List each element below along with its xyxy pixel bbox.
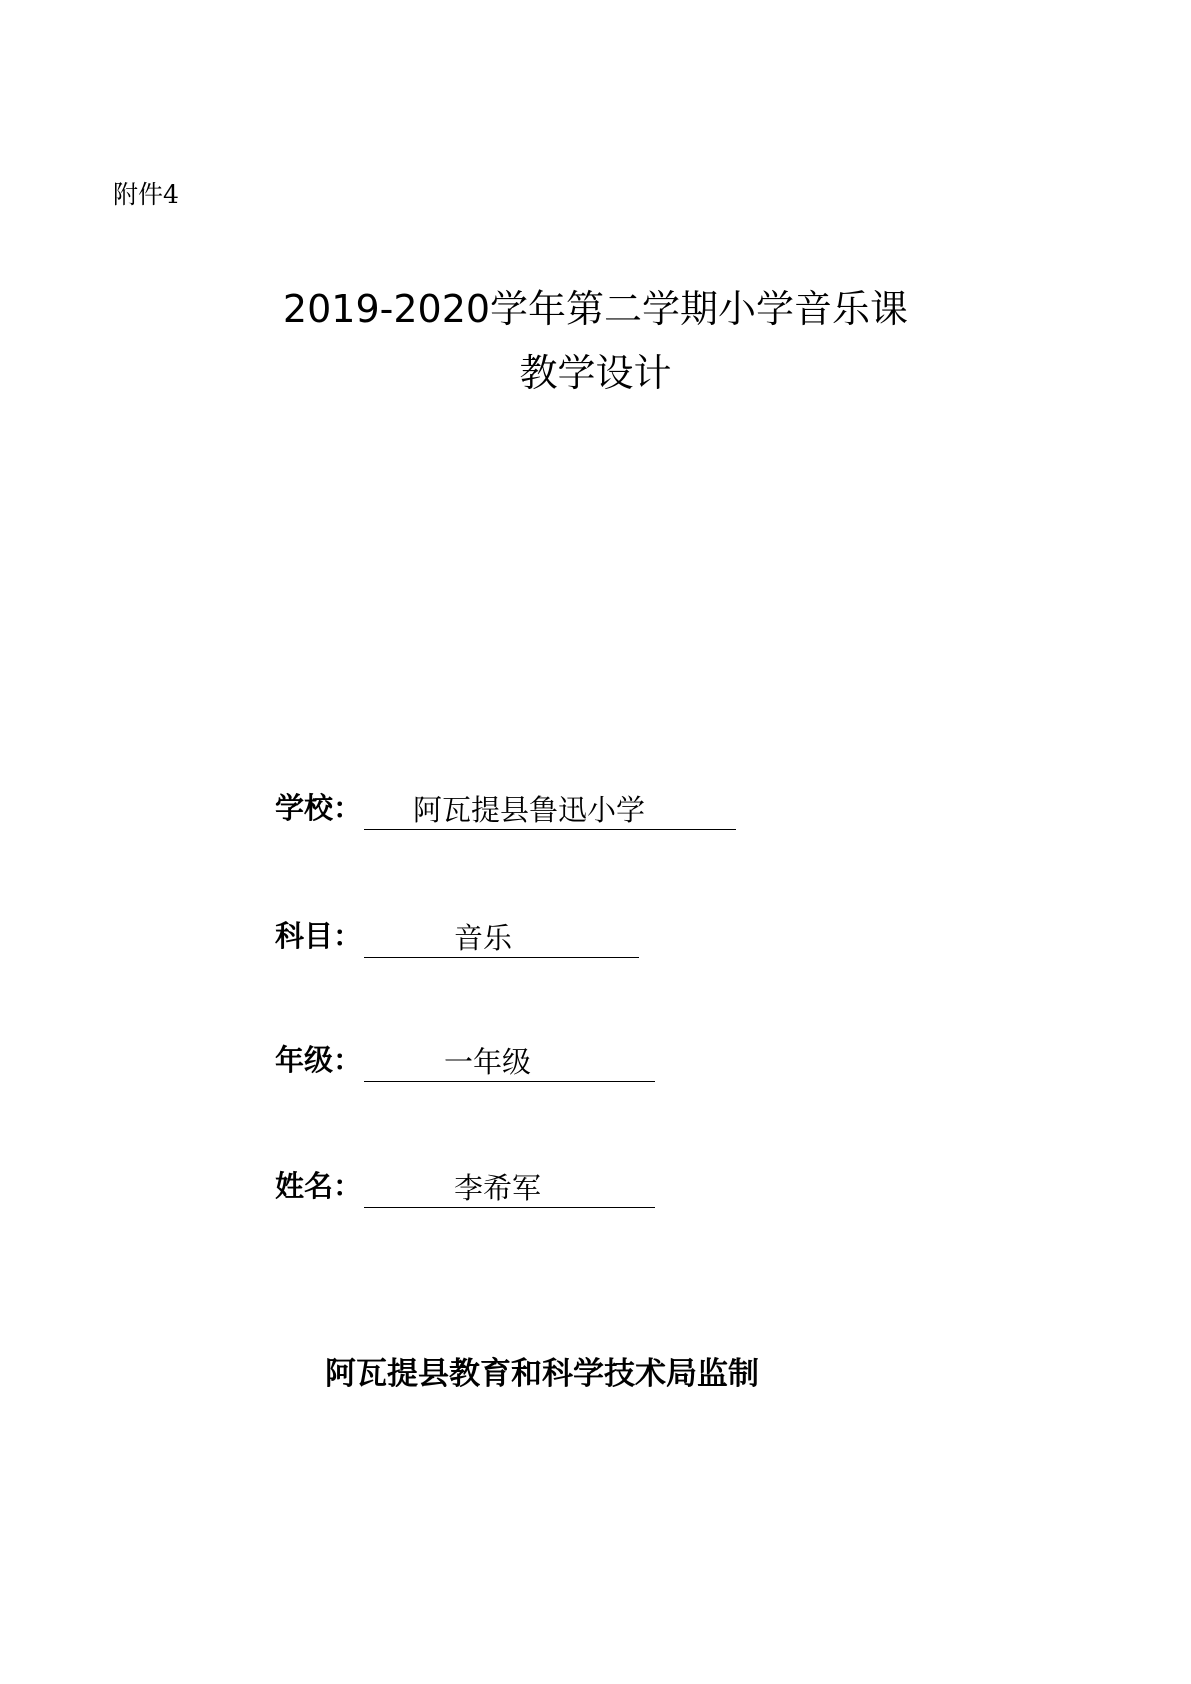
name-value: 李希军 xyxy=(454,1171,542,1205)
issuer-footer: 阿瓦提县教育和科学技术局监制 xyxy=(325,1356,759,1392)
school-label: 学校： xyxy=(275,791,363,825)
subject-underline xyxy=(364,917,639,958)
school-field xyxy=(275,786,736,830)
subject-label: 科目： xyxy=(275,919,363,953)
document-subtitle: 教学设计 xyxy=(519,351,672,395)
name-label: 姓名： xyxy=(275,1169,363,1203)
subject-field xyxy=(275,914,639,958)
school-underline xyxy=(364,789,736,830)
grade-label: 年级： xyxy=(275,1043,363,1077)
name-underline xyxy=(364,1167,655,1208)
grade-value: 一年级 xyxy=(444,1045,532,1079)
document-title: 2019-2020学年第二学期小学音乐课 xyxy=(282,287,909,331)
name-field xyxy=(275,1164,655,1208)
grade-underline xyxy=(364,1041,655,1082)
subject-value: 音乐 xyxy=(454,921,513,955)
attachment-label: 附件4 xyxy=(113,180,179,209)
grade-field xyxy=(275,1038,655,1082)
school-value: 阿瓦提县鲁迅小学 xyxy=(413,793,646,827)
